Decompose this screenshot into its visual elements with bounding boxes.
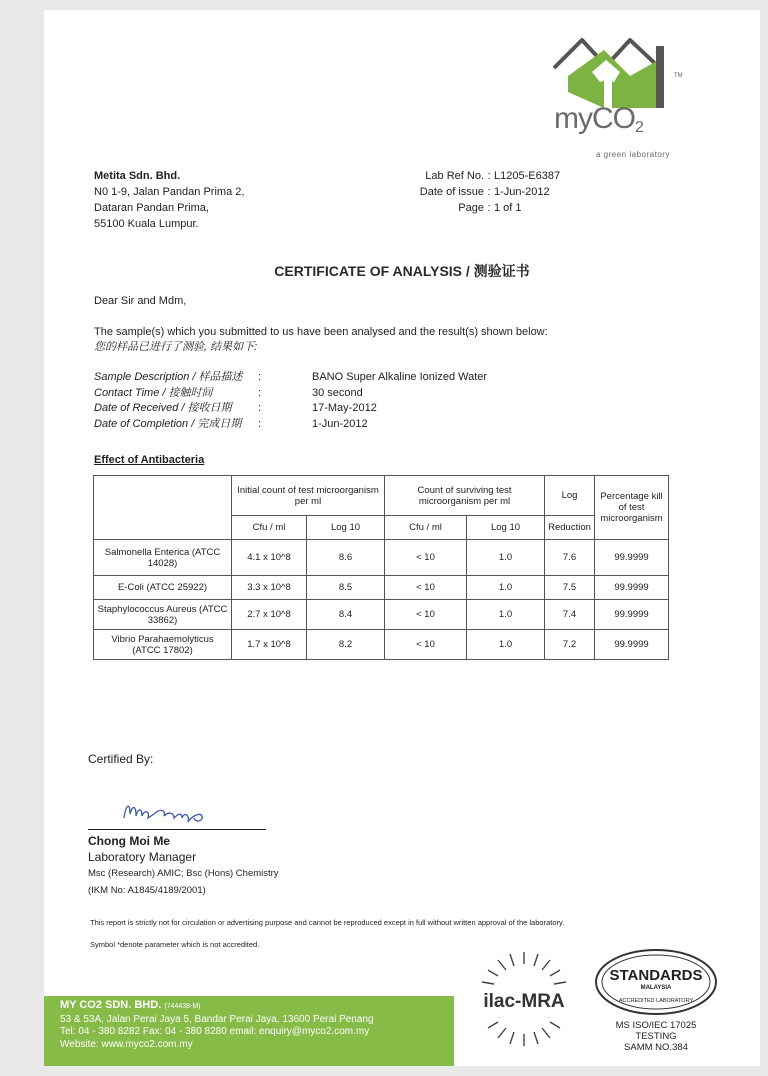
signer-block	[88, 833, 279, 899]
log-reduction-cell: 7.6	[545, 540, 595, 576]
surviving-cfu-cell: < 10	[385, 576, 467, 600]
footer-address: 53 & 53A, Jalan Perai Jaya 5, Bandar Perai Jaya, 13600 Perai Penang	[60, 1013, 374, 1025]
footer-registration: (744438-M)	[164, 1003, 201, 1010]
surviving-log-cell: 1.0	[467, 630, 545, 660]
myco2-logo	[544, 36, 694, 160]
percentage-kill-cell: 99.9999	[595, 630, 669, 660]
address-line: Dataran Pandan Prima,	[94, 202, 209, 214]
sample-row: Contact Time / 接触时间 : 30 second	[94, 386, 487, 402]
signature	[120, 792, 230, 832]
sample-label: Contact Time / 接触时间	[94, 386, 213, 399]
surviving-log-cell: 1.0	[467, 576, 545, 600]
surviving-log-cell: 1.0	[467, 540, 545, 576]
surviving-cfu-cell: < 10	[385, 540, 467, 576]
standards-malaysia-logo	[592, 946, 720, 1018]
footer-company-name: MY CO2 SDN. BHD.	[60, 999, 162, 1011]
initial-cfu-cell: 3.3 x 10^8	[232, 576, 307, 600]
certificate-page	[44, 10, 760, 1066]
header-cfu: Cfu / ml	[232, 516, 307, 540]
results-table	[93, 475, 669, 660]
sample-info	[94, 370, 487, 432]
percentage-kill-cell: 99.9999	[595, 600, 669, 630]
sample-value: 30 second	[312, 386, 363, 399]
disclaimer: This report is strictly not for circulation or advertising purpose and cannot be reproduced except in full without written approval of the laboratory. Symbol *denote parameter which is not accredited.	[90, 918, 565, 949]
header-initial-count: Initial count of test microorganism per ml	[232, 476, 385, 516]
document-title: CERTIFICATE OF ANALYSIS / 测验证书	[274, 263, 530, 279]
surviving-log-cell: 1.0	[467, 600, 545, 630]
header-log10: Log 10	[307, 516, 385, 540]
ilac-text: ilac-MRA	[483, 991, 565, 1012]
ref-value: 1-Jun-2012	[494, 186, 550, 198]
initial-cfu-cell: 2.7 x 10^8	[232, 600, 307, 630]
organism-cell: Salmonella Enterica (ATCC 14028)	[94, 540, 232, 576]
organism-header	[94, 476, 232, 540]
section-title: Effect of Antibacteria	[94, 454, 205, 466]
signer-ikm-number: (IKM No: A1845/4189/2001)	[88, 885, 206, 896]
sample-value: 17-May-2012	[312, 402, 377, 415]
intro-text	[94, 325, 548, 355]
trademark: TM	[674, 73, 683, 79]
percentage-kill-cell: 99.9999	[595, 576, 669, 600]
accreditation-line: MS ISO/IEC 17025	[615, 1020, 697, 1031]
lab-reference	[388, 168, 560, 216]
log-reduction-cell: 7.5	[545, 576, 595, 600]
intro-en: The sample(s) which you submitted to us have been analysed and the result(s) shown below:	[94, 326, 548, 338]
intro-zh: 您的样品已进行了测验, 结果如下:	[94, 341, 258, 353]
salutation: Dear Sir and Mdm,	[94, 295, 187, 307]
ref-row: Page : 1 of 1	[388, 200, 560, 216]
ref-label: Lab Ref No.	[425, 170, 484, 182]
surviving-cfu-cell: < 10	[385, 630, 467, 660]
footer-contact: Tel: 04 - 380 8282 Fax: 04 - 380 8280 email: enquiry@myco2.com.my	[60, 1026, 370, 1037]
table-row	[94, 600, 669, 630]
sample-value: 1-Jun-2012	[312, 417, 368, 430]
accreditation-line: SAMM NO.384	[624, 1042, 688, 1053]
initial-log-cell: 8.6	[307, 540, 385, 576]
standards-country: MALAYSIA	[640, 985, 672, 991]
initial-log-cell: 8.2	[307, 630, 385, 660]
address-line: N0 1-9, Jalan Pandan Prima 2,	[94, 186, 245, 198]
signer-role: Laboratory Manager	[88, 850, 197, 864]
header-log: Log	[545, 476, 595, 516]
ref-label: Date of issue	[419, 186, 484, 198]
address-line: 55100 Kuala Lumpur.	[94, 218, 199, 230]
logo-brand: myCO	[554, 102, 635, 135]
percentage-kill-cell: 99.9999	[595, 540, 669, 576]
sample-row: Date of Completion / 完成日期 : 1-Jun-2012	[94, 417, 487, 433]
ref-row: Lab Ref No. : L1205-E6387	[388, 168, 560, 184]
header-reduction: Reduction	[545, 516, 595, 540]
recipient-name: Metita Sdn. Bhd.	[94, 170, 181, 182]
organism-cell: Staphylococcus Aureus (ATCC 33862)	[94, 600, 232, 630]
certified-by-label: Certified By:	[88, 752, 154, 766]
sample-label: Date of Received / 接收日期	[94, 402, 232, 415]
header-cfu: Cfu / ml	[385, 516, 467, 540]
accreditation-line: TESTING	[635, 1031, 677, 1042]
sample-label: Sample Description / 样品描述	[94, 371, 243, 383]
signer-qualification: Msc (Research) AMIC; Bsc (Hons) Chemistry	[88, 868, 279, 879]
table-row	[94, 540, 669, 576]
initial-cfu-cell: 1.7 x 10^8	[232, 630, 307, 660]
initial-log-cell: 8.4	[307, 600, 385, 630]
logo-subscript: 2	[635, 119, 643, 136]
ref-value: L1205-E6387	[494, 170, 561, 182]
header-percentage-kill: Percentage kill of test microorganism	[595, 476, 669, 540]
header-log10: Log 10	[467, 516, 545, 540]
logo-wordmark	[554, 102, 643, 137]
ref-value: 1 of 1	[494, 202, 522, 214]
header-surviving-count: Count of surviving test microorganism per ml	[385, 476, 545, 516]
standards-ring-text: ACCREDITED LABORATORY	[618, 998, 694, 1004]
surviving-cfu-cell: < 10	[385, 600, 467, 630]
initial-log-cell: 8.5	[307, 576, 385, 600]
log-reduction-cell: 7.2	[545, 630, 595, 660]
sample-row: Sample Description / 样品描述 : BANO Super Alkaline Ionized Water	[94, 370, 487, 386]
initial-cfu-cell: 4.1 x 10^8	[232, 540, 307, 576]
organism-cell: E-Coli (ATCC 25922)	[94, 576, 232, 600]
signer-name: Chong Moi Me	[88, 834, 170, 848]
table-row	[94, 576, 669, 600]
organism-cell: Vibrio Parahaemolyticus (ATCC 17802)	[94, 630, 232, 660]
accreditation-caption	[592, 1020, 720, 1053]
company-footer	[44, 996, 454, 1066]
log-reduction-cell: 7.4	[545, 600, 595, 630]
sample-label: Date of Completion / 完成日期	[94, 417, 242, 430]
footer-website: Website: www.myco2.com.my	[60, 1038, 193, 1050]
sample-row: Date of Received / 接收日期 : 17-May-2012	[94, 401, 487, 417]
signature-line	[88, 829, 266, 830]
logo-tagline: a green laboratory	[596, 150, 670, 159]
sample-value: BANO Super Alkaline Ionized Water	[312, 371, 488, 383]
ilac-mra-logo	[472, 944, 576, 1056]
ref-label: Page	[458, 202, 484, 214]
recipient-address	[94, 168, 244, 232]
ref-row: Date of issue : 1-Jun-2012	[388, 184, 560, 200]
table-header-row	[94, 476, 669, 516]
standards-text: STANDARDS	[609, 967, 703, 984]
table-row	[94, 630, 669, 660]
footer-company	[60, 999, 374, 1014]
